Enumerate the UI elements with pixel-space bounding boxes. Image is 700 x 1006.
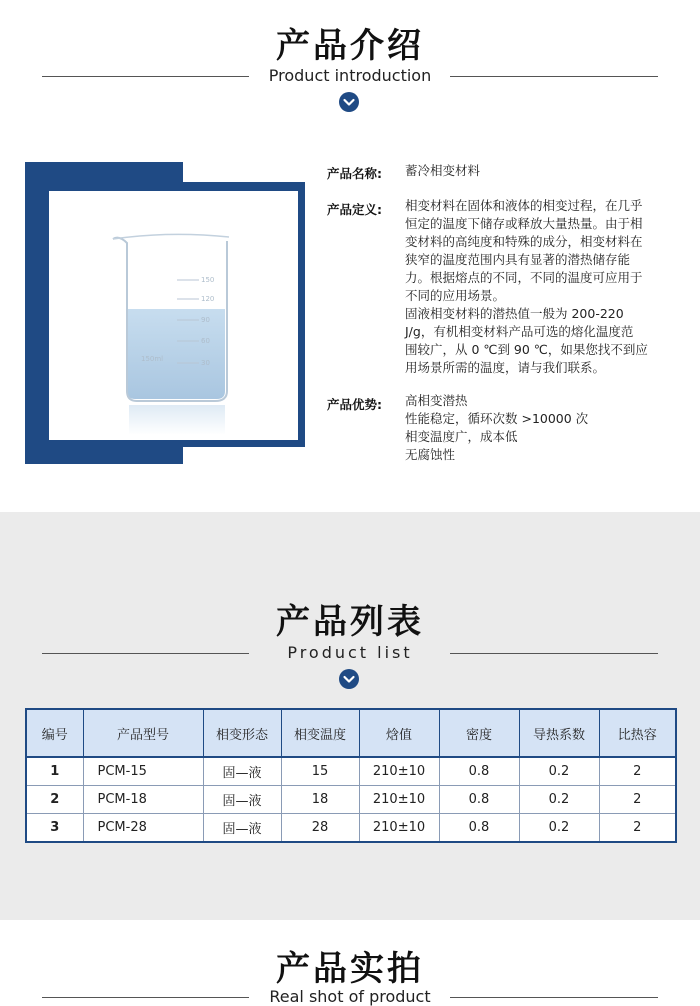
table-cell: 2: [599, 757, 676, 786]
table-cell: 固—液: [203, 814, 281, 843]
column-header: 相变温度: [281, 709, 359, 757]
table-cell: 0.2: [519, 757, 599, 786]
advantage-line: 无腐蚀性: [405, 447, 456, 462]
table-cell: 15: [281, 757, 359, 786]
table-cell: 2: [599, 814, 676, 843]
grad-mark: 60: [201, 337, 210, 345]
advantage-line: 相变温度广，成本低: [405, 429, 518, 444]
table-cell: 0.2: [519, 814, 599, 843]
product-definition-label: 产品定义:: [327, 202, 382, 217]
grad-mark: 120: [201, 295, 215, 303]
table-cell: 3: [26, 814, 83, 843]
chevron-down-icon: [339, 92, 359, 112]
definition-line: 不同的应用场景。: [405, 288, 506, 303]
table-cell: PCM-28: [83, 814, 203, 843]
product-name-label: 产品名称:: [327, 166, 382, 181]
product-name-value: 蓄冷相变材料: [405, 163, 481, 178]
table-row: [26, 786, 676, 814]
table-cell: 210±10: [359, 757, 439, 786]
grad-mark: 150: [201, 276, 215, 284]
grad-mark: 90: [201, 316, 210, 324]
table-cell: 0.8: [439, 757, 519, 786]
table-cell: 固—液: [203, 757, 281, 786]
list-title-cn: 产品列表: [276, 602, 424, 642]
intro-title-en: Product introduction: [268, 66, 432, 85]
product-advantage-label: 产品优势:: [327, 397, 382, 412]
product-spec-table: [25, 708, 677, 843]
table-cell: 0.8: [439, 786, 519, 814]
product-photo: [49, 191, 298, 440]
table-cell: 2: [599, 786, 676, 814]
column-header: 产品型号: [83, 709, 203, 757]
column-header: 编号: [26, 709, 83, 757]
table-cell: 28: [281, 814, 359, 843]
product-advantage-text: [405, 392, 675, 464]
column-header: 导热系数: [519, 709, 599, 757]
definition-line: 固液相变材料的潜热值一般为 200-220: [405, 306, 624, 321]
definition-line: 相变材料在固体和液体的相变过程，在几乎: [405, 198, 643, 213]
definition-line: 用场景所需的温度，请与我们联系。: [405, 360, 606, 375]
definition-line: 变材料的高纯度和特殊的成分，相变材料在: [405, 234, 643, 249]
table-cell: 210±10: [359, 814, 439, 843]
column-header: 焓值: [359, 709, 439, 757]
grad-mark: 30: [201, 359, 210, 367]
volume-mark: 150ml: [141, 355, 164, 363]
definition-line: 力。根据熔点的不同，不同的温度可应用于: [405, 270, 643, 285]
table-cell: 1: [26, 757, 83, 786]
intro-title-cn: 产品介绍: [276, 26, 424, 66]
column-header: 相变形态: [203, 709, 281, 757]
table-cell: 0.8: [439, 814, 519, 843]
beaker-image: [49, 191, 298, 440]
definition-line: 围较广，从 0 ℃到 90 ℃，如果您找不到应: [405, 342, 648, 357]
table-cell: PCM-15: [83, 757, 203, 786]
column-header: 密度: [439, 709, 519, 757]
photos-title-en: Real shot of product: [269, 987, 431, 1006]
table-header-row: [26, 709, 676, 757]
photos-title-cn: 产品实拍: [276, 949, 424, 989]
table-row: [26, 814, 676, 843]
column-header: 比热容: [599, 709, 676, 757]
advantage-line: 高相变潜热: [405, 393, 468, 408]
table-cell: 18: [281, 786, 359, 814]
product-definition-text: [405, 197, 675, 377]
list-title-en: Product list: [287, 643, 413, 662]
chevron-down-icon: [339, 669, 359, 689]
table-cell: 0.2: [519, 786, 599, 814]
table-cell: 固—液: [203, 786, 281, 814]
table-cell: PCM-18: [83, 786, 203, 814]
table-cell: 2: [26, 786, 83, 814]
table-row: [26, 757, 676, 786]
definition-line: 狭窄的温度范围内具有显著的潜热储存能: [405, 252, 631, 267]
definition-line: J/g，有机相变材料产品可选的熔化温度范: [405, 324, 634, 339]
table-cell: 210±10: [359, 786, 439, 814]
advantage-line: 性能稳定，循环次数 >10000 次: [405, 411, 589, 426]
definition-line: 恒定的温度下储存或释放大量热量。由于相: [405, 216, 643, 231]
